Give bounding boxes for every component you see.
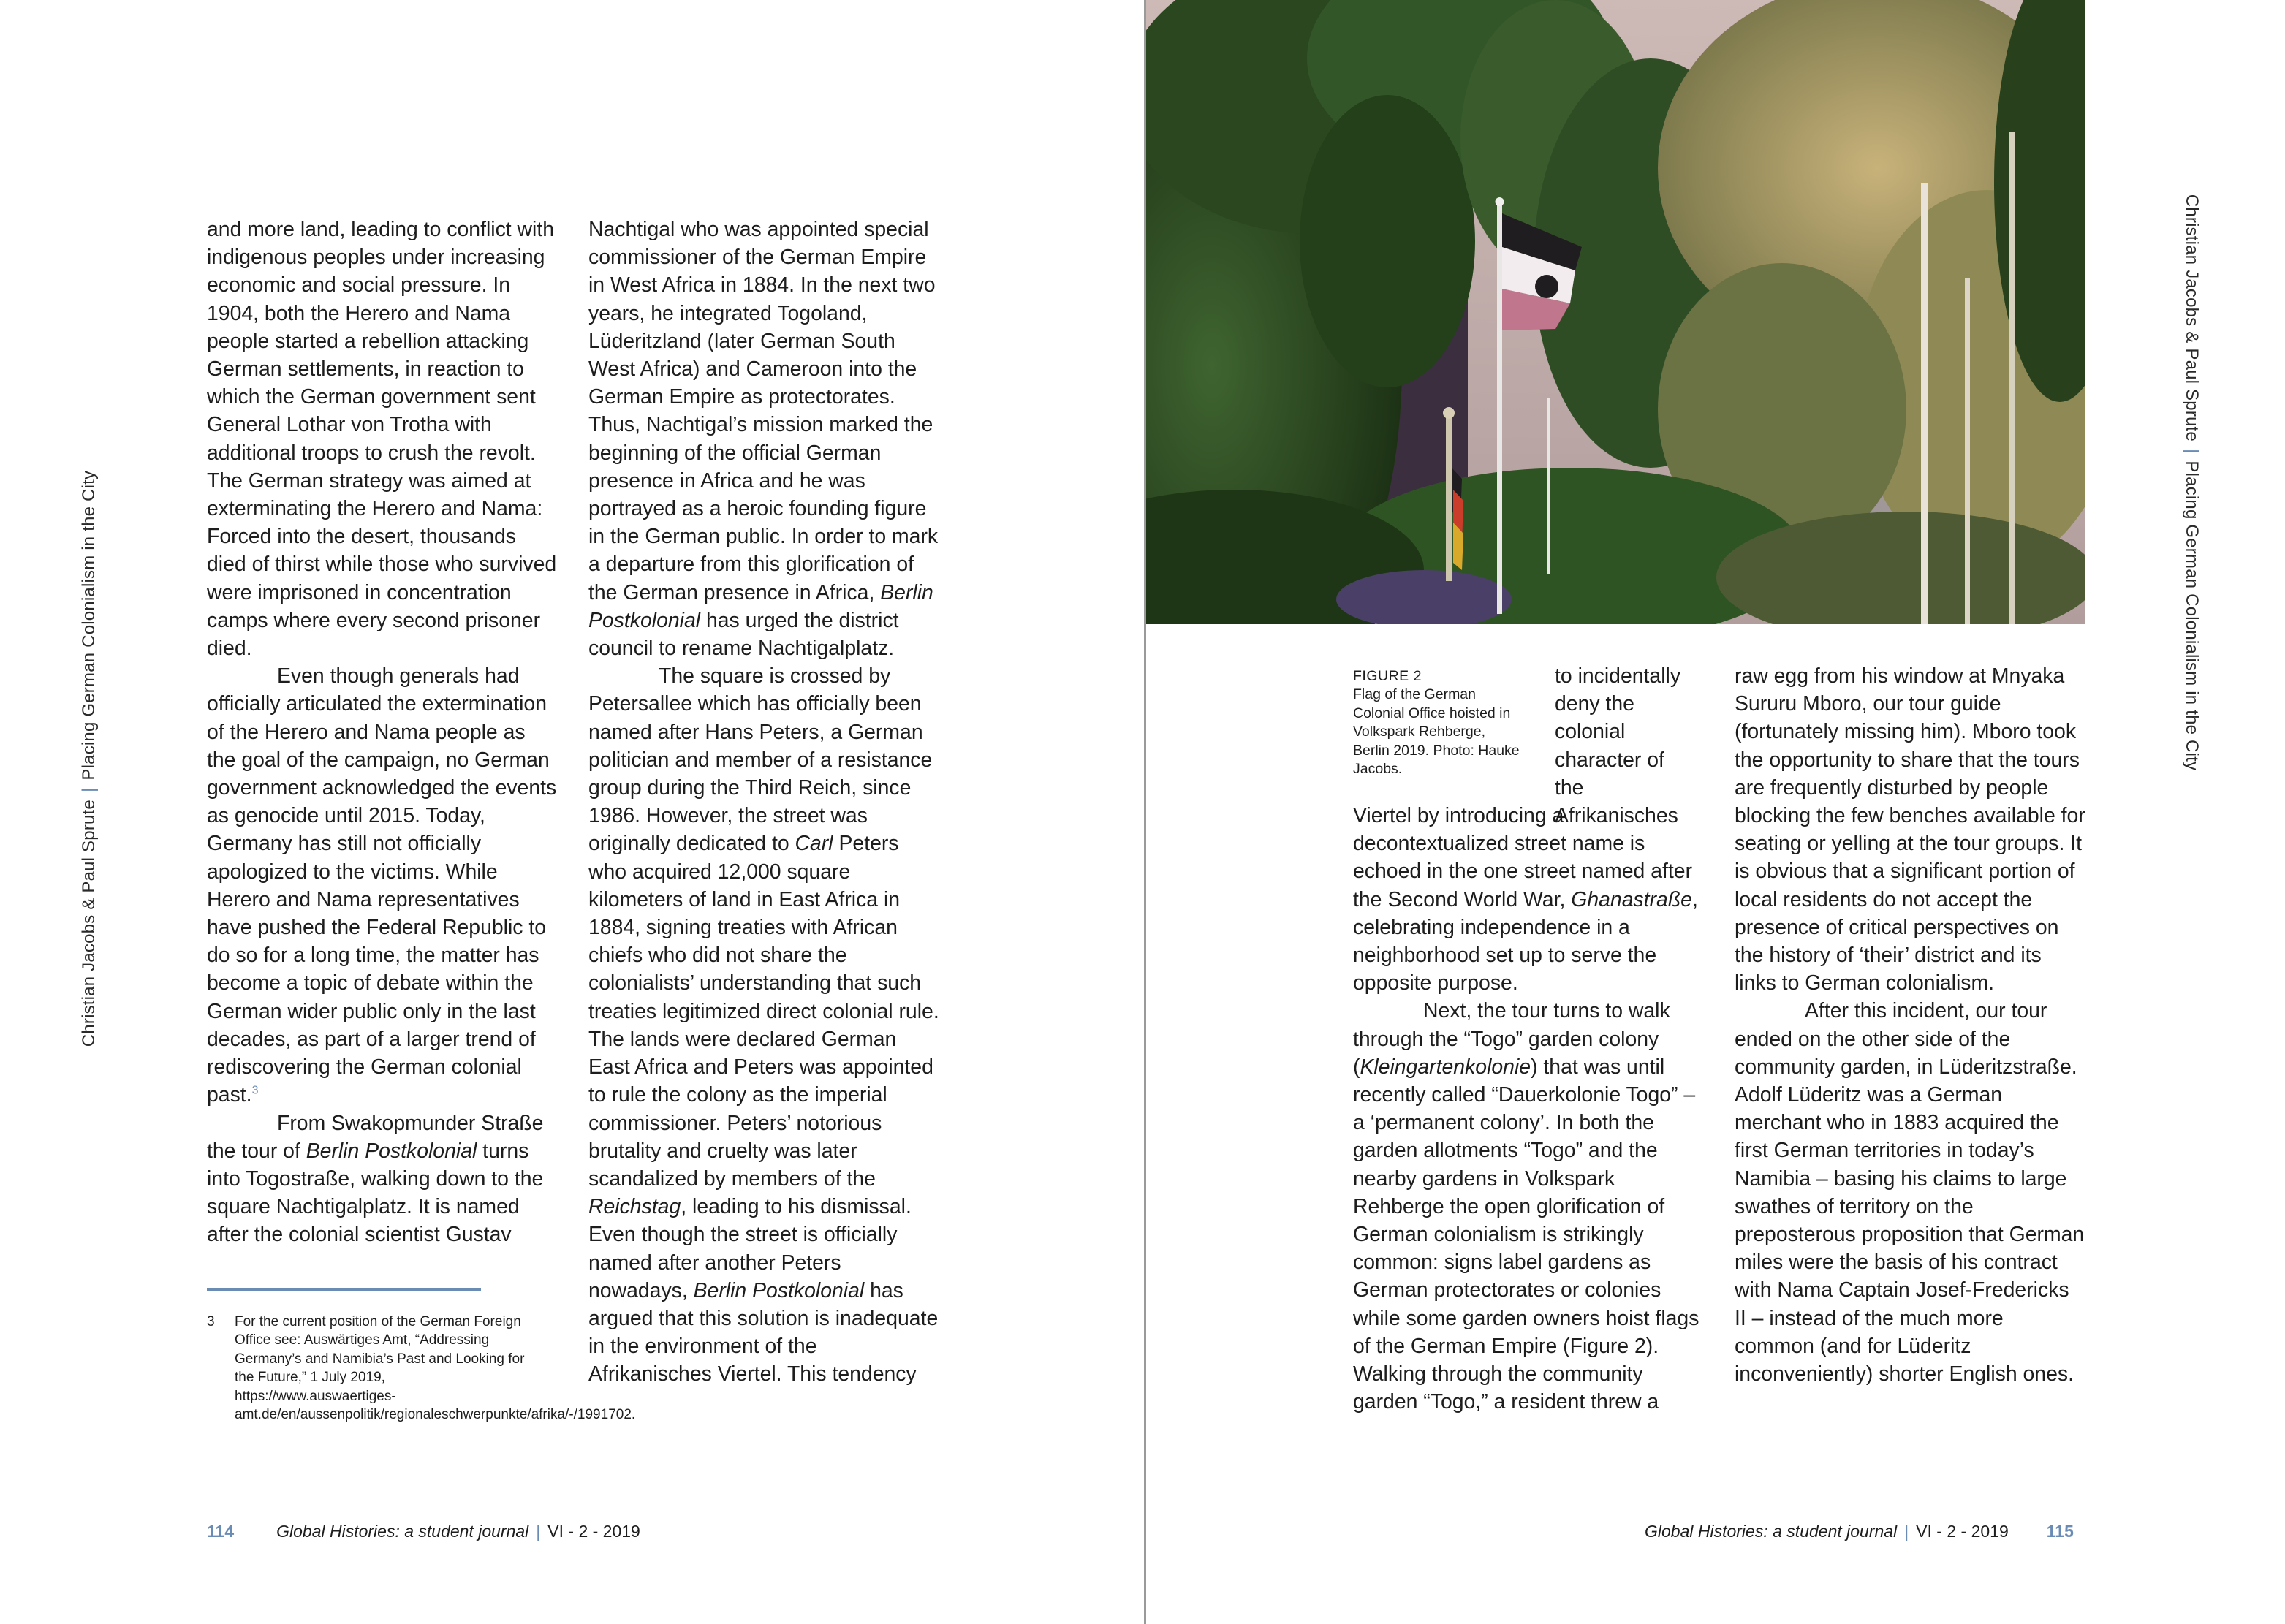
running-head-left [79, 471, 99, 1047]
running-head-separator: | [79, 787, 99, 793]
paragraph [1353, 802, 1704, 997]
page-number: 115 [2046, 1522, 2074, 1541]
journal-issue: VI - 2 - 2019 [547, 1522, 640, 1541]
figure-caption [1353, 667, 1521, 778]
running-head-separator: | [2182, 448, 2202, 454]
page-number: 114 [207, 1522, 235, 1541]
paragraph-text: Even though generals had officially articulated the extermination of the Herero and Nama people as the goal of the campaign, no German government acknowledged the events as genocide until 2015. Today, Germany has still not officially apologized to the victims. While Herero and Nama representatives have pushed the Federal Republic to do so for a long time, the matter has become a topic of debate within the German wider public only in the last decades, as part of a larger trend of rediscovering the German colonial past. [207, 664, 557, 1107]
footnote [207, 1313, 636, 1424]
paragraph: and more land, leading to conflict with indigenous peoples under increasing economic and social pressure. In 1904, both the Herero and Nama people started a rebellion attacking German settlements, in reaction to which the German government sent General Lothar von Trotha with additional troops to crush the revolt. The German strategy was aimed at exterminating the Herero and Nama: Forced into the desert, thousands died of thirst while those who survived were imprisoned in concentration camps where every second prisoner died. [207, 218, 557, 661]
paragraph-text: Viertel by introducing a decontextualized street name is echoed in the one street named after the Second World War, [1353, 804, 1693, 911]
figure-caption-text: Flag of the German Colonial Office hoisted in Volkspark Rehberge, Berlin 2019. Photo: Hauke Jacobs. [1353, 686, 1520, 778]
right-column-2 [1735, 662, 2085, 1388]
paragraph-text: Next, the tour turns to walk through the “Togo” garden colony ( [1353, 999, 1670, 1079]
paragraph-text: Nachtigal who was appointed special commissioner of the German Empire in West Africa in 1884. In the next two years, he integrated Togoland, Lüderitzland (later German South West Africa) and Cameroon into the German Empire as protectorates. Thus, Nachtigal’s mission marked the beginning of the official German presence in Africa and he was portrayed as a heroic founding figure in the German public. In order to mark a departure from this glorification of the German presence in Africa, [588, 218, 939, 604]
paragraph [207, 1109, 558, 1249]
emphasis: Berlin Postkolonial [306, 1139, 477, 1163]
journal-title: Global Histories: a student journal [1645, 1522, 1898, 1541]
journal-title: Global Histories: a student journal [276, 1522, 529, 1541]
footnote-number: 3 [207, 1314, 215, 1329]
paragraph-text: has argued that this solution is inadequate in the environment of the Afrikanisches Viertel. This tendency [588, 1278, 939, 1386]
paragraph [588, 216, 939, 662]
paragraph: to incidentally deny the colonial character of the Afrikanisches [1555, 664, 1681, 828]
paragraph-text: Peters who acquired 12,000 square kilometers of land in East Africa in 1884, signing treaties with African chiefs who did not share the colonialists’ understanding that such treaties legitimized direct colonial rule. The lands were declared German East Africa and Peters was appointed to rule the colony as the imperial commissioner. Peters’ notorious brutality and cruelty was later scandalized by members of the [588, 832, 939, 1191]
emphasis: Berlin Postkolonial [588, 580, 933, 632]
footnote-ref[interactable]: 3 [251, 1084, 259, 1097]
footer-left [207, 1522, 640, 1541]
emphasis: Kleingartenkolonie [1360, 1055, 1531, 1079]
journal-issue: VI - 2 - 2019 [1916, 1522, 2009, 1541]
footer-separator: | [536, 1522, 541, 1541]
emphasis: Ghanastraße [1571, 887, 1692, 911]
paragraph-text: , celebrating independence in a neighborhood set up to serve the opposite purpose. [1353, 887, 1698, 995]
left-column-2 [588, 216, 939, 1389]
flag-photo-icon [1146, 0, 2085, 624]
paragraph-text: ) that was until recently called “Dauerkolonie Togo” – a ‘permanent colony’. In both the garden allotments “Togo” and the nearby gardens in Volkspark Rehberge the open glorification of German colonialism is strikingly common: signs label gardens as German protectorates or colonies while some garden owners hoist flags of the German Empire (Figure 2). Walking through the community garden “Togo,” a resident threw a [1353, 1055, 1699, 1414]
left-column-1 [207, 216, 558, 1249]
figure-photo [1146, 0, 2085, 624]
paragraph-text: turns into Togostraße, walking down to the square Nachtigalplatz. It is named after the colonial scientist Gustav [207, 1139, 544, 1247]
paragraph [588, 662, 939, 1388]
paragraph-text: has urged the district council to rename Nachtigalplatz. [588, 608, 899, 661]
running-head-title: Placing German Colonialism in the City [79, 470, 99, 781]
footer-separator: | [1904, 1522, 1909, 1541]
footnote-divider [207, 1288, 481, 1291]
footnote-text[interactable]: For the current position of the German Foreign Office see: Auswärtiges Amt, “Addressing Germany’s and Namibia’s Past and Looking for the Future,” 1 July 2019, https://www.auswaertiges-amt.de/en/aussenpolitik/regionaleschwerpunkte/afrika/-/1991702. [235, 1314, 636, 1423]
running-head-authors: Christian Jacobs & Paul Sprute [2182, 194, 2202, 441]
footer-right [1645, 1522, 2074, 1541]
right-column-1 [1353, 802, 1704, 1416]
running-head-authors: Christian Jacobs & Paul Sprute [79, 800, 99, 1047]
paragraph-text: From Swakopmunder Straße the tour of [207, 1111, 544, 1163]
paragraph: After this incident, our tour ended on the other side of the community garden, in Lüderitzstraße. Adolf Lüderitz was a German merchant who in 1883 acquired the first German territories in today’s Namibia – basing his claims to large swathes of territory on the preposterous proposition that German miles were the basis of his contract with Nama Captain Josef-Fredericks II – instead of the much more common (and for Lüderitz inconveniently) shorter English ones. [1735, 999, 2085, 1386]
paragraph [207, 662, 558, 1109]
paragraph [1353, 997, 1704, 1416]
emphasis: Carl [795, 832, 833, 856]
running-head-right [2181, 194, 2202, 770]
running-head-title: Placing German Colonialism in the City [2182, 460, 2202, 771]
emphasis: Berlin Postkolonial [693, 1278, 865, 1302]
paragraph-text: , leading to his dismissal. Even though the street is officially named after another Peters nowadays, [588, 1195, 912, 1302]
emphasis: Reichstag [588, 1195, 681, 1219]
paragraph-text: The square is crossed by Petersallee which has officially been named after Hans Peters, a German politician and member of a resistance group during the Third Reich, since 1986. However, the street was originally dedicated to [588, 664, 933, 856]
paragraph: raw egg from his window at Mnyaka Sururu Mboro, our tour guide (fortunately missing him). Mboro took the opportunity to share that the tours are frequently disturbed by people blocking the few benches available for seating or yelling at the tour groups. It is obvious that a significant portion of local residents do not accept the presence of critical perspectives on the history of ‘their’ district and its links to German colonialism. [1735, 664, 2085, 995]
figure-label: FIGURE 2 [1353, 668, 1422, 684]
